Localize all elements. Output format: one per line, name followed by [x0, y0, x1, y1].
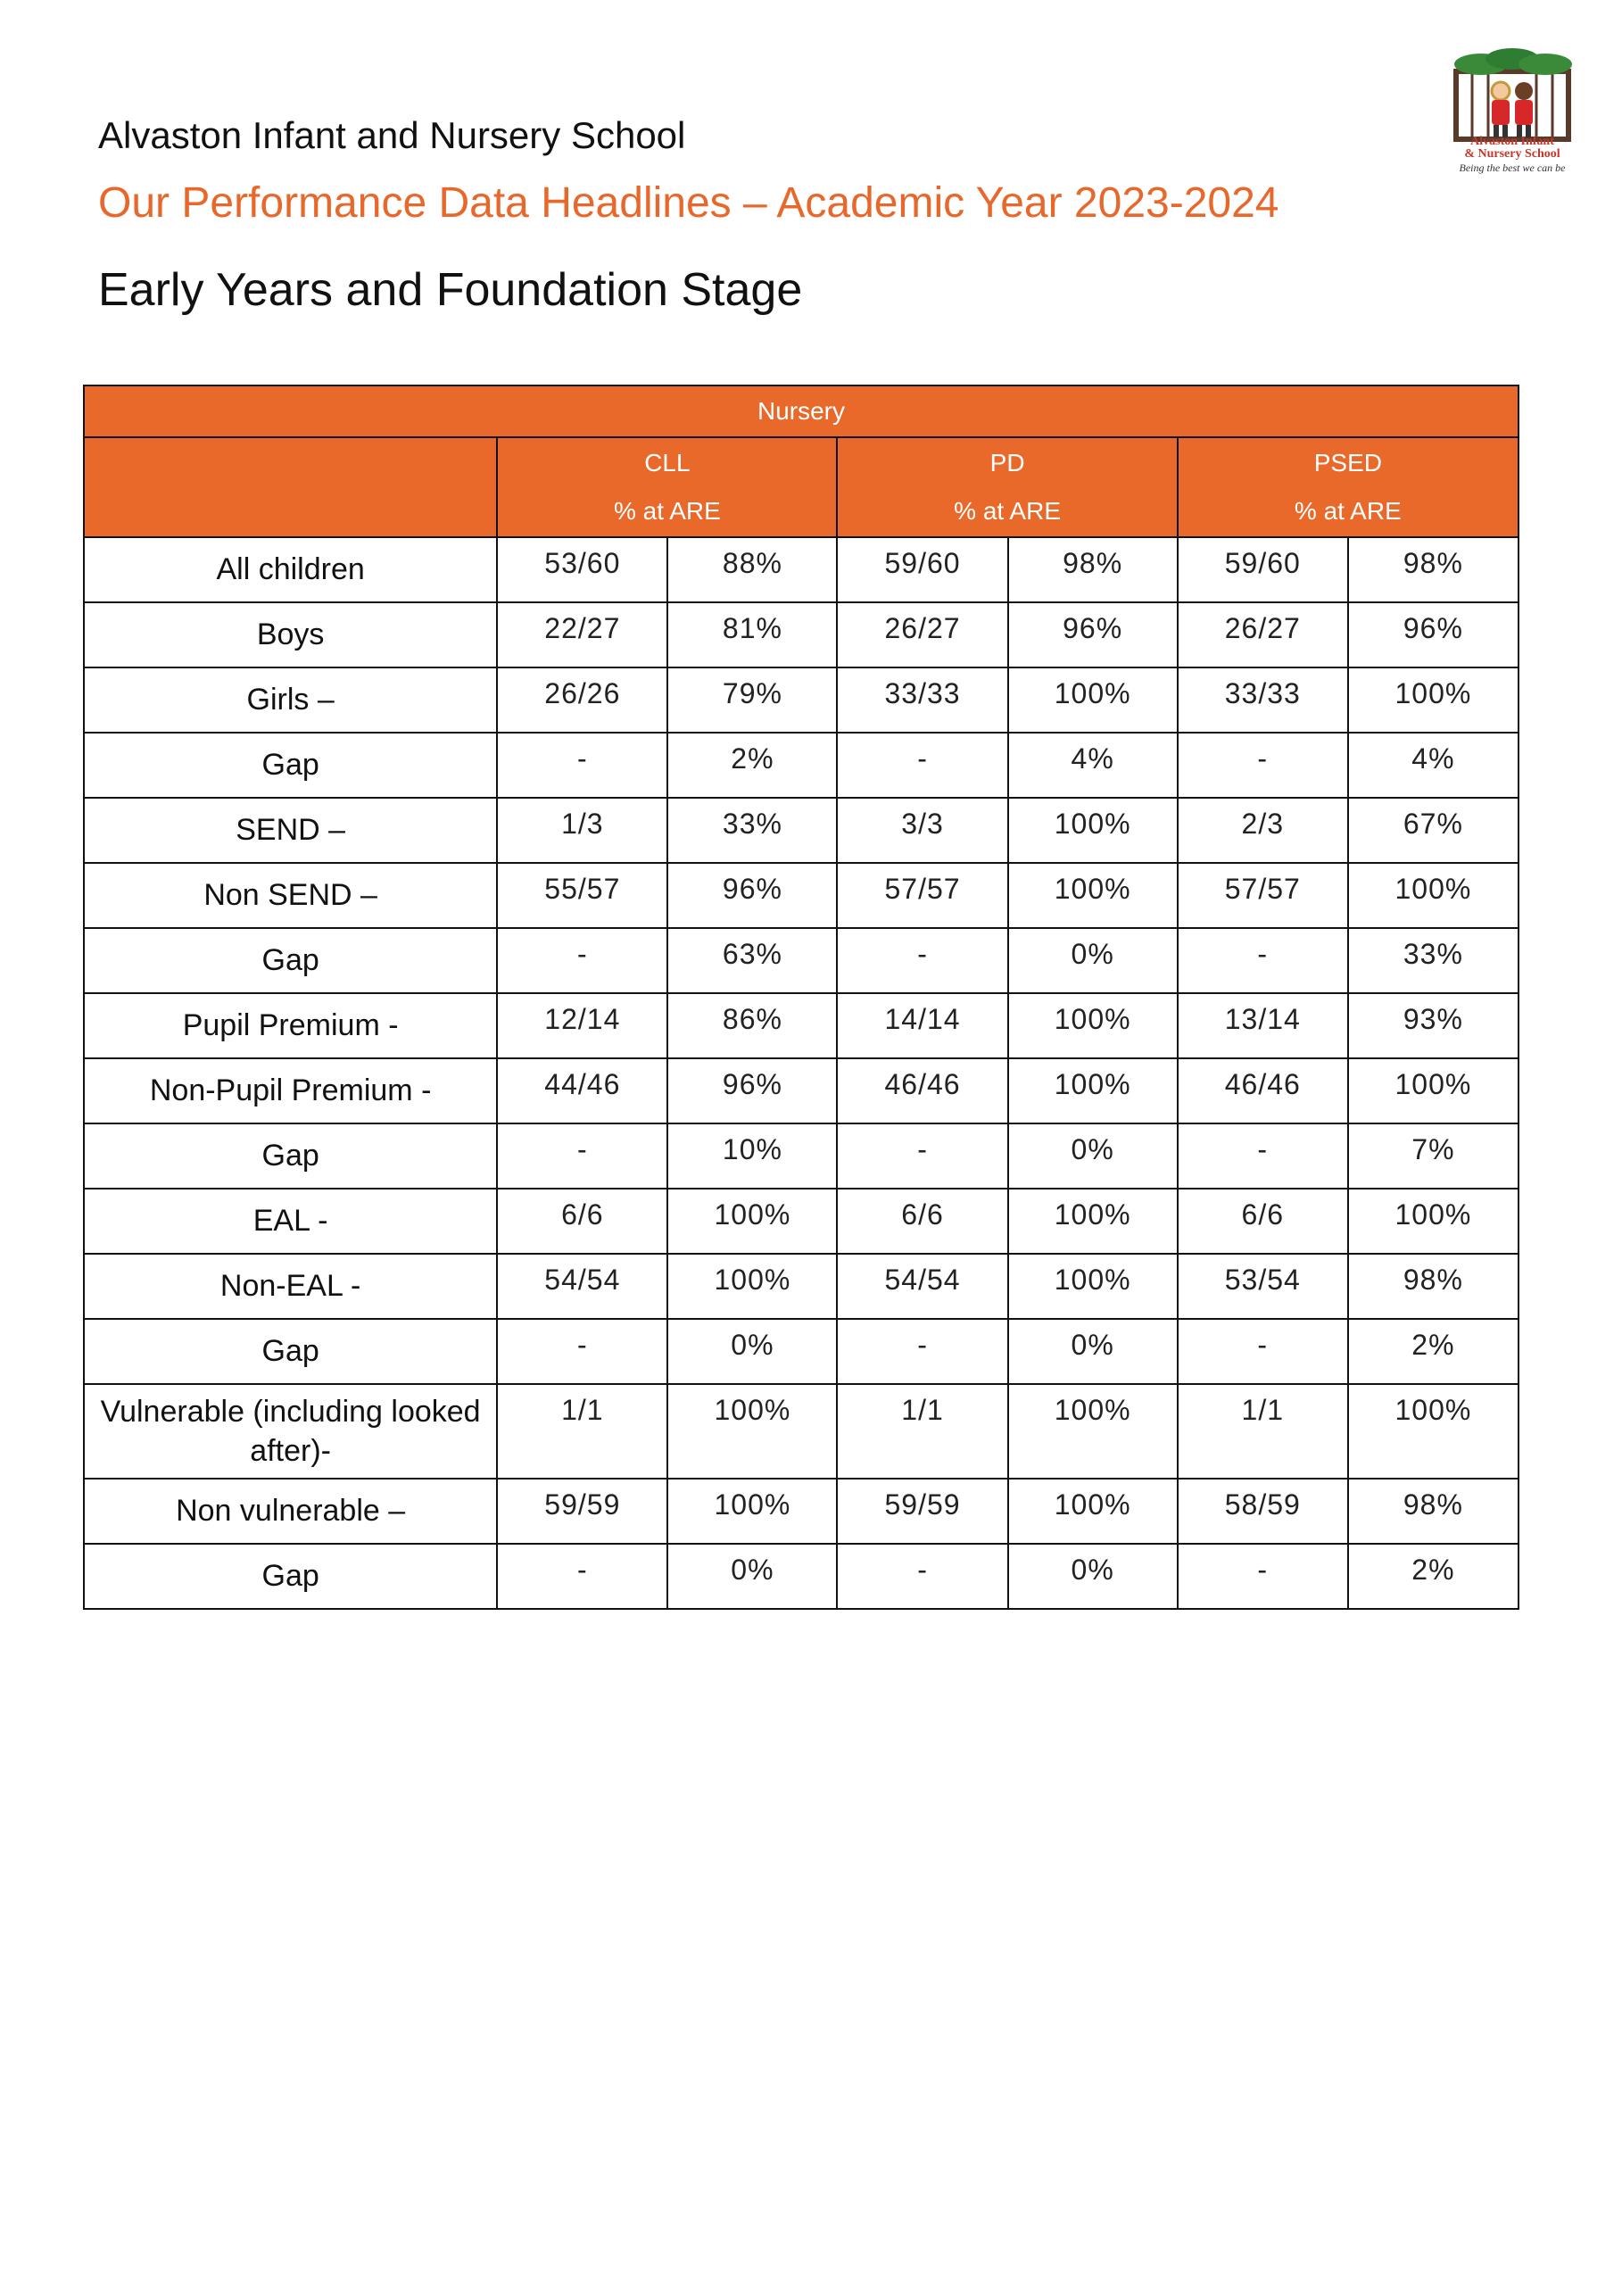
row-label: Gap: [84, 1123, 497, 1189]
table-header-row: [84, 437, 1519, 537]
row-label: Gap: [84, 733, 497, 798]
row-label: Non-Pupil Premium -: [84, 1058, 497, 1123]
table-cell: 1/1: [1178, 1384, 1348, 1479]
table-cell: 100%: [1348, 1189, 1519, 1254]
table-cell: 100%: [1008, 1189, 1178, 1254]
table-cell: 100%: [1348, 667, 1519, 733]
table-cell: -: [837, 1319, 1007, 1384]
row-label: Gap: [84, 1544, 497, 1609]
table-row: [84, 1123, 1519, 1189]
table-row: [84, 798, 1519, 863]
table-cell: 33%: [667, 798, 837, 863]
column-name: PSED: [1313, 449, 1382, 477]
table-cell: -: [497, 733, 667, 798]
table-cell: -: [497, 928, 667, 993]
table-cell: 2%: [1348, 1544, 1519, 1609]
logo-foliage: [1519, 54, 1572, 75]
table-cell: 96%: [667, 1058, 837, 1123]
table-cell: 2/3: [1178, 798, 1348, 863]
table-cell: 98%: [1348, 1254, 1519, 1319]
row-label: SEND –: [84, 798, 497, 863]
table-cell: 96%: [1008, 602, 1178, 667]
table-cell: 22/27: [497, 602, 667, 667]
table-row: [84, 1189, 1519, 1254]
table-cell: 6/6: [497, 1189, 667, 1254]
table-row: [84, 602, 1519, 667]
row-label: Girls –: [84, 667, 497, 733]
page-headline: Our Performance Data Headlines – Academic Year 2023-2024: [98, 179, 1279, 227]
table-cell: 0%: [1008, 1319, 1178, 1384]
table-row: [84, 1319, 1519, 1384]
table-cell: 12/14: [497, 993, 667, 1058]
table-cell: 54/54: [837, 1254, 1007, 1319]
table-cell: 14/14: [837, 993, 1007, 1058]
table-cell: -: [497, 1319, 667, 1384]
table-cell: 53/60: [497, 537, 667, 602]
table-row: [84, 537, 1519, 602]
table-cell: 57/57: [837, 863, 1007, 928]
table-cell: 100%: [1008, 667, 1178, 733]
table-cell: -: [497, 1123, 667, 1189]
table-row: [84, 928, 1519, 993]
table-cell: 59/60: [837, 537, 1007, 602]
table-row: [84, 863, 1519, 928]
column-header-cll: [497, 437, 837, 537]
column-header-pd: [837, 437, 1177, 537]
row-label: Gap: [84, 928, 497, 993]
table-cell: -: [1178, 1544, 1348, 1609]
table-cell: 6/6: [837, 1189, 1007, 1254]
row-label: Non-EAL -: [84, 1254, 497, 1319]
table-cell: -: [1178, 733, 1348, 798]
table-cell: 0%: [1008, 1544, 1178, 1609]
table-cell: -: [1178, 1319, 1348, 1384]
table-cell: 53/54: [1178, 1254, 1348, 1319]
table-row: [84, 667, 1519, 733]
table-cell: 96%: [1348, 602, 1519, 667]
table-cell: 3/3: [837, 798, 1007, 863]
table-cell: 2%: [1348, 1319, 1519, 1384]
table-cell: 0%: [1008, 1123, 1178, 1189]
performance-table: [83, 385, 1519, 1610]
table-cell: 100%: [667, 1479, 837, 1544]
table-cell: -: [837, 1123, 1007, 1189]
table-cell: 46/46: [837, 1058, 1007, 1123]
row-label: Gap: [84, 1319, 497, 1384]
table-cell: -: [497, 1544, 667, 1609]
table-cell: -: [837, 928, 1007, 993]
column-name: CLL: [644, 449, 691, 477]
table-cell: 100%: [1348, 1384, 1519, 1479]
table-cell: 33%: [1348, 928, 1519, 993]
row-label: Pupil Premium -: [84, 993, 497, 1058]
row-label: Non vulnerable –: [84, 1479, 497, 1544]
logo-line-1: Alvaston Infant: [1470, 135, 1554, 148]
table-cell: 46/46: [1178, 1058, 1348, 1123]
table-cell: 58/59: [1178, 1479, 1348, 1544]
table-cell: 100%: [1348, 1058, 1519, 1123]
table-cell: 1/1: [497, 1384, 667, 1479]
table-cell: 100%: [667, 1254, 837, 1319]
table-cell: 26/26: [497, 667, 667, 733]
table-cell: 13/14: [1178, 993, 1348, 1058]
row-label: EAL -: [84, 1189, 497, 1254]
column-subtitle: % at ARE: [613, 497, 721, 525]
row-label: Non SEND –: [84, 863, 497, 928]
row-label: Boys: [84, 602, 497, 667]
table-cell: 81%: [667, 602, 837, 667]
table-row: [84, 1544, 1519, 1609]
table-title-row: [84, 385, 1519, 437]
table-cell: 55/57: [497, 863, 667, 928]
table-cell: 100%: [1008, 1058, 1178, 1123]
table-cell: 33/33: [1178, 667, 1348, 733]
table-row: [84, 1058, 1519, 1123]
table-cell: 96%: [667, 863, 837, 928]
table-row: [84, 993, 1519, 1058]
table-cell: 100%: [1008, 993, 1178, 1058]
section-title: Early Years and Foundation Stage: [98, 264, 803, 316]
table-cell: 4%: [1348, 733, 1519, 798]
table-cell: 26/27: [837, 602, 1007, 667]
table-cell: 98%: [1348, 537, 1519, 602]
table-cell: 100%: [667, 1384, 837, 1479]
table-cell: 0%: [667, 1319, 837, 1384]
table-cell: 100%: [667, 1189, 837, 1254]
table-row: [84, 1479, 1519, 1544]
table-cell: 67%: [1348, 798, 1519, 863]
table-cell: 59/59: [497, 1479, 667, 1544]
table-cell: 93%: [1348, 993, 1519, 1058]
table-cell: 88%: [667, 537, 837, 602]
table-cell: -: [1178, 928, 1348, 993]
logo-tagline: Being the best we can be: [1459, 162, 1566, 174]
logo-line-2: & Nursery School: [1464, 147, 1560, 161]
table-cell: 2%: [667, 733, 837, 798]
logo-child-head: [1515, 82, 1533, 100]
table-cell: 100%: [1008, 798, 1178, 863]
logo-text: [1428, 136, 1597, 173]
table-cell: 98%: [1008, 537, 1178, 602]
table-cell: 100%: [1008, 1384, 1178, 1479]
column-header-psed: [1178, 437, 1519, 537]
row-label: All children: [84, 537, 497, 602]
logo-child-body: [1492, 100, 1510, 125]
column-subtitle: % at ARE: [954, 497, 1062, 525]
table-cell: 0%: [667, 1544, 837, 1609]
table-cell: 4%: [1008, 733, 1178, 798]
table-cell: 98%: [1348, 1479, 1519, 1544]
table-cell: 59/59: [837, 1479, 1007, 1544]
table-cell: 59/60: [1178, 537, 1348, 602]
table-cell: -: [837, 733, 1007, 798]
table-cell: 79%: [667, 667, 837, 733]
table-cell: 26/27: [1178, 602, 1348, 667]
table-row: [84, 733, 1519, 798]
school-name: Alvaston Infant and Nursery School: [98, 114, 686, 156]
table-cell: 10%: [667, 1123, 837, 1189]
table-cell: 7%: [1348, 1123, 1519, 1189]
table-cell: 100%: [1348, 863, 1519, 928]
table-cell: 54/54: [497, 1254, 667, 1319]
table-row: [84, 1254, 1519, 1319]
table-cell: 57/57: [1178, 863, 1348, 928]
table-cell: 86%: [667, 993, 837, 1058]
table-row: [84, 1384, 1519, 1479]
logo-child-body: [1515, 100, 1533, 125]
table-cell: 33/33: [837, 667, 1007, 733]
header-blank-cell: [84, 437, 497, 537]
table-cell: 63%: [667, 928, 837, 993]
table-cell: 100%: [1008, 1479, 1178, 1544]
table-cell: -: [1178, 1123, 1348, 1189]
table-cell: 44/46: [497, 1058, 667, 1123]
table-cell: 1/3: [497, 798, 667, 863]
logo-child-head: [1492, 82, 1510, 100]
table-cell: 0%: [1008, 928, 1178, 993]
table-cell: 6/6: [1178, 1189, 1348, 1254]
column-name: PD: [989, 449, 1025, 477]
column-subtitle: % at ARE: [1294, 497, 1402, 525]
table-cell: 100%: [1008, 1254, 1178, 1319]
table-cell: -: [837, 1544, 1007, 1609]
table-cell: 100%: [1008, 863, 1178, 928]
table-title: Nursery: [84, 385, 1519, 437]
row-label: Vulnerable (including looked after)-: [84, 1384, 497, 1479]
table-cell: 1/1: [837, 1384, 1007, 1479]
